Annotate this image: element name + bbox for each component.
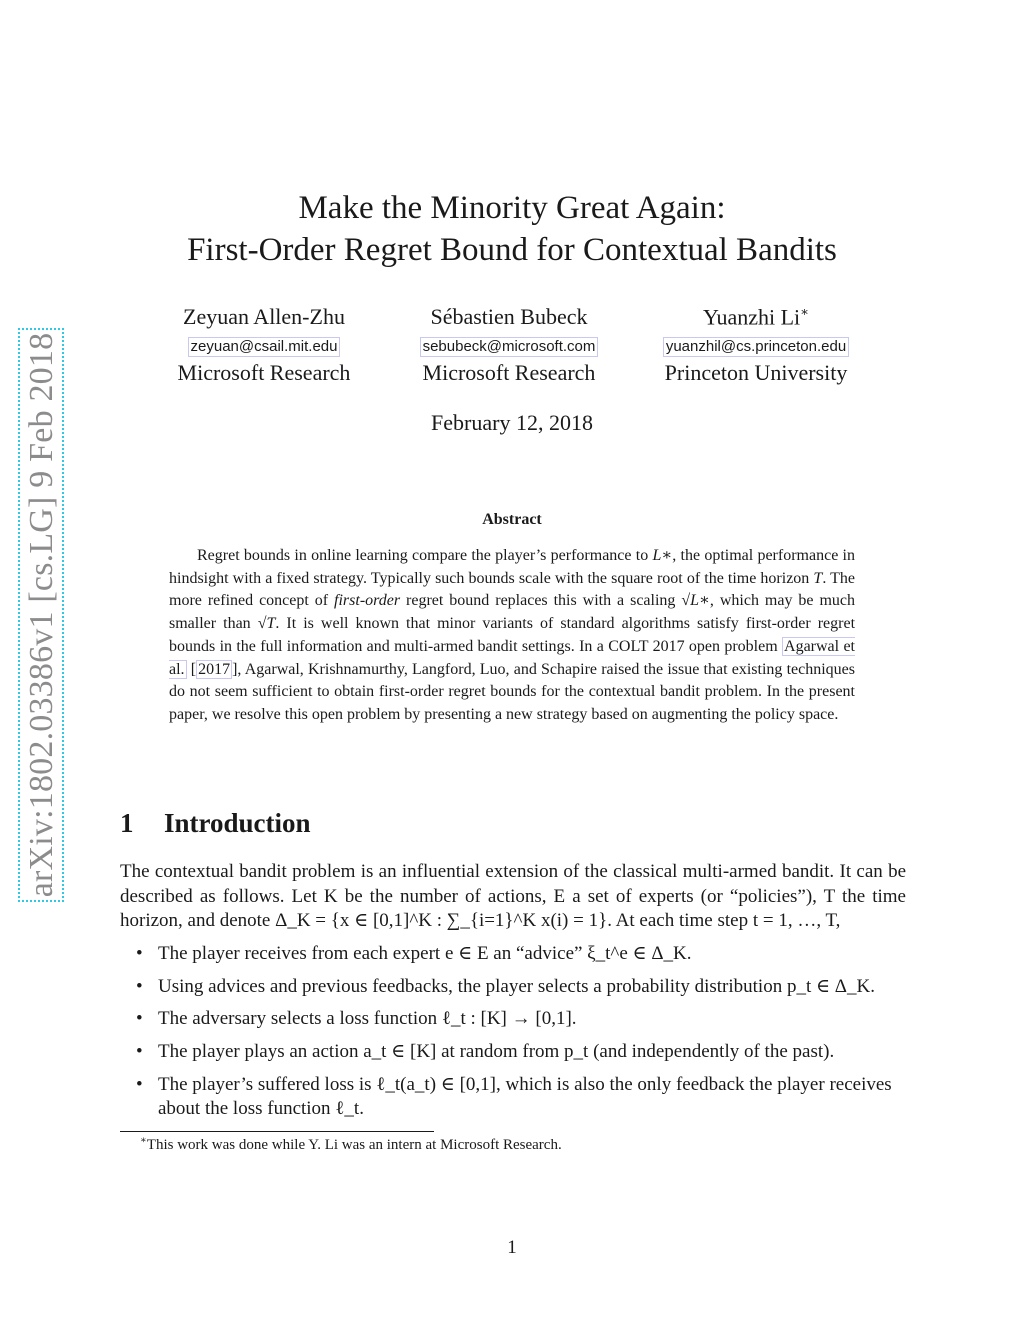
- bullet-icon: •: [136, 943, 143, 964]
- paper-date: February 12, 2018: [431, 410, 593, 435]
- paper-title-line-2: First-Order Regret Bound for Contextual Bandits: [187, 232, 837, 268]
- footnote-marker[interactable]: ∗: [800, 304, 809, 319]
- citation-link-year[interactable]: 2017: [198, 660, 231, 678]
- citation-link-authors[interactable]: Agarwal et al.: [169, 637, 855, 678]
- footnote-text: This work was done while Y. Li was an intern at Microsoft Research.: [146, 1137, 562, 1153]
- emphasis-first-order: first-order: [334, 592, 401, 610]
- author-affiliation: Microsoft Research: [422, 360, 596, 385]
- author-affiliation: Microsoft Research: [177, 360, 351, 385]
- author-name: Zeyuan Allen-Zhu: [183, 304, 345, 329]
- author-affiliation: Princeton University: [664, 360, 848, 385]
- math-sqrt-l-star: √L∗: [681, 592, 710, 610]
- author-email-link[interactable]: sebubeck@microsoft.com: [420, 337, 599, 357]
- author-name: Sébastien Bubeck: [430, 304, 588, 329]
- bullet-icon: •: [136, 1008, 143, 1030]
- footnote-mark: ∗: [140, 1135, 147, 1146]
- section-number: 1: [120, 808, 134, 838]
- abstract-heading: Abstract: [482, 511, 542, 528]
- math-sqrt-t: √T: [257, 615, 276, 633]
- bullet-icon: •: [136, 1041, 143, 1063]
- abstract-body: Regret bounds in online learning compare the player’s performance to L∗, the optimal performance in hindsight with a fixed strategy. Typically such bounds scale with the square root of the time horizon T. The more refined concept of first-order regret bound replaces this with a scaling √L∗, which may be much smaller than √T. It is well known that minor variants of standard algorithms satisfy first-order regret bounds in the full information and multi-armed bandit settings. In a COLT 2017 open problem Agarwal et al. [ 2017 ], Agarwal, Krishnamurthy, Langford, Luo, and Schapire raised the issue that existing techniques do not seem sufficient to obtain first-order regret bounds for the contextual bandit problem. In the present paper, we resolve this open problem by presenting a new strategy based on augmenting the policy space.: [169, 547, 856, 723]
- paper-title-line-1: Make the Minority Great Again:: [298, 190, 726, 226]
- section-heading-introduction: [120, 808, 311, 839]
- bullet-icon: •: [136, 975, 143, 997]
- arxiv-identifier[interactable]: arXiv:1802.03386v1 [cs.LG] 9 Feb 2018: [23, 332, 60, 898]
- section-title: Introduction: [164, 808, 311, 838]
- author-block-3: [631, 304, 881, 386]
- bullet-icon: •: [136, 1073, 143, 1095]
- list-item: • Using advices and previous feedbacks, the player selects a probability distribution p_t ∈ Δ_K.: [120, 975, 906, 1000]
- intro-paragraph: The contextual bandit problem is an influential extension of the classical multi-armed bandit. It can be described as follows. Let K be the number of actions, E a set of experts (or “policies”), T the time horizon, and denote Δ_K = {x ∈ [0,1]^K : ∑_{i=1}^K x(i) = 1}. At each time step t = 1, …, T,: [120, 861, 906, 931]
- footnote-divider: [120, 1131, 434, 1132]
- list-item: • The player’s suffered loss is ℓ_t(a_t) ∈ [0,1], which is also the only feedback the player receives about the loss function ℓ_t.: [136, 1073, 892, 1120]
- bandit-protocol-list: [120, 942, 906, 1130]
- list-item: • The player plays an action a_t ∈ [K] at random from p_t (and independently of the past).: [120, 1040, 906, 1065]
- math-t: T: [813, 569, 823, 587]
- author-email-link[interactable]: zeyuan@csail.mit.edu: [188, 337, 341, 357]
- author-block-1: [139, 304, 389, 386]
- page-number: 1: [507, 1237, 517, 1258]
- list-item: • The player receives from each expert e ∈ E an “advice” ξ_t^e ∈ Δ_K.: [120, 942, 906, 967]
- author-name: Yuanzhi Li∗: [703, 304, 809, 330]
- author-email-link[interactable]: yuanzhil@cs.princeton.edu: [663, 337, 849, 357]
- list-item: • The adversary selects a loss function ℓ_t : [K] → [0,1].: [120, 1007, 906, 1032]
- footnote: [140, 1135, 562, 1154]
- math-l-star: L∗: [652, 547, 673, 564]
- author-block-2: [384, 304, 634, 386]
